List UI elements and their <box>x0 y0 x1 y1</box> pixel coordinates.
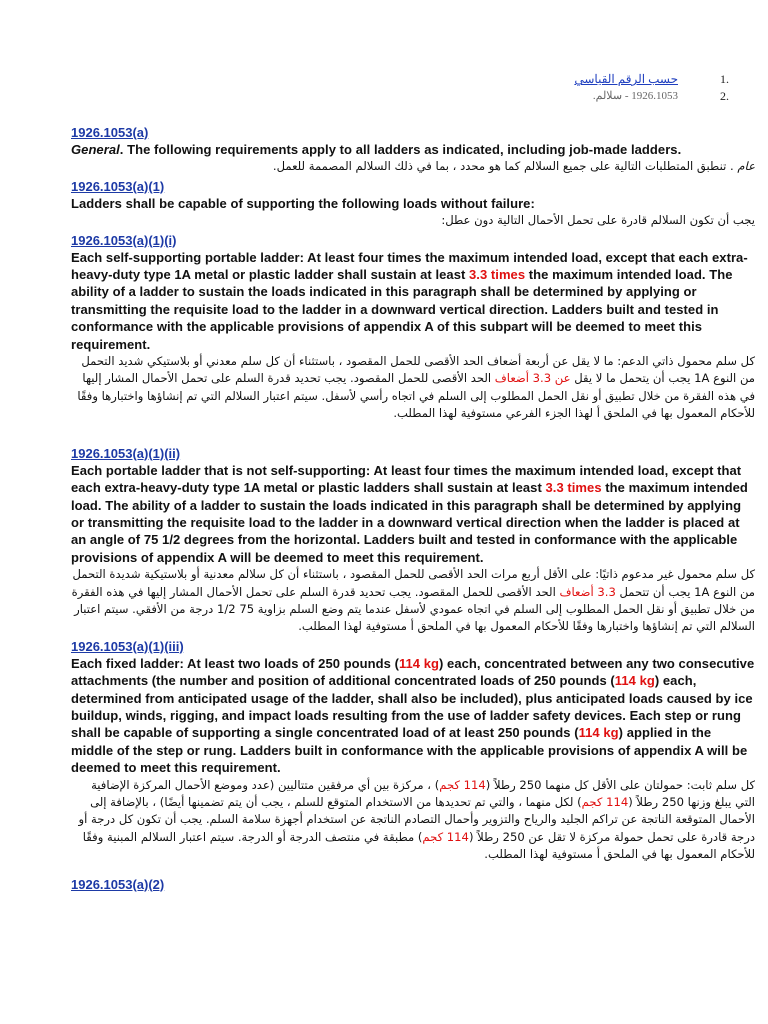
arabic-paragraph: كل سلم محمول غير مدعوم ذاتيًا: على الأقل أربع مرات الحد الأقصى للحمل المقصود ، باستثناء أن كل سلالم معدنية أو بلاستيكية شديدة التحمل من النوع 1A يجب أن تتحمل 3.3 أضعاف الحد الأقصى للحمل المقصود. يجب تحديد قدرة السلم على تحمل الأحمال المشار إليها في هذه الفقرة من خلال تطبيق أو نقل الحمل المطلوب إلى السلم في اتجاه عمودي لأسفل عندما يتم وضع السلم بزاوية 75 1/2 درجة من الأفقي. سيتم اعتبار السلالم التي تم إنشاؤها واختبارها وفقًا للأحكام المعمول بها في الملحق أ مستوفية لهذا المطلب. <box>71 567 755 634</box>
highlight-text: 114 kg <box>398 655 440 671</box>
highlight-text: عن 3.3 أضعاف <box>494 371 571 386</box>
arabic-paragraph: يجب أن تكون السلالم قادرة على تحمل الأحمال التالية دون عطل: <box>441 213 755 228</box>
highlight-text: 114 kg <box>578 725 619 741</box>
english-paragraph: General. The following requirements apply to all ladders as indicated, including job-made ladders. <box>71 142 682 157</box>
spacer <box>71 425 755 445</box>
highlight-text: 3.3 times <box>545 480 602 496</box>
english-paragraph: Each self-supporting portable ladder: At least four times the maximum intended load, except that each extra-heavy-duty type 1A metal or plastic ladder shall sustain at least 3.3 times the maximum intended load. The ability of a ladder to sustain the loads indicated in this paragraph shall be determined by applying or transmitting the requisite load to the ladder in a downward vertical direction. Ladders built and tested in conformance with the applicable provisions of appendix A of this subpart will be deemed to meet this requirement. <box>71 249 748 352</box>
section-link[interactable]: 1926.1053(a)(1)(ii) <box>71 445 181 461</box>
section-link[interactable]: 1926.1053(a) <box>71 125 149 140</box>
toc-item <box>560 89 750 106</box>
english-paragraph: Each fixed ladder: At least two loads of 250 pounds (114 kg) each, concentrated between any two consecutive attachments (the number and position of additional concentrated loads of 250 pounds (114 kg) each, determined from anticipated usage of the ladder, shall also be included), plus anticipated loads caused by ice buildup, winds, rigging, and impact loads resulting from the use of ladder safety devices. Each step or rung shall be capable of supporting a single concentrated load of at least 250 pounds (114 kg) applied in the middle of the step or rung. Ladders built in conformance with the applicable provisions of appendix A will be deemed to meet this requirement. <box>71 655 755 776</box>
spacer <box>71 866 755 876</box>
toc-number: 2. <box>720 89 729 103</box>
arabic-paragraph: كل سلم ثابت: حمولتان على الأقل كل منهما 250 رطلاً (114 كجم) ، مركزة بين أي مرفقين متتاليين (عدد وموضع الأحمال المركزة الإضافية التي يبلغ وزنها 250 رطلاً (114 كجم) لكل منهما ، والتي تم تحديدها من الاستخدام المتوقع للسلم ، يجب أن يتم تضمينها أيضًا) ، بالإضافة إلى الأحمال المتوقعة الناتجة عن تراكم الجليد والرياح والتزوير وأحمال التصادم الناتجة عن استخدام أجهزة سلامة السلم. يجب أن تكون كل درجة أو درجة قادرة على تحمل حمولة مركزة لا تقل عن 250 رطلاً (114 كجم) مطبقة في منتصف الدرجة أو الدرجة. سيتم اعتبار السلالم المبنية وفقًا للأحكام المعمول بها في الملحق أ مستوفية لهذا المطلب. <box>78 777 755 862</box>
toc-link[interactable]: حسب الرقم القياسي <box>574 72 678 86</box>
highlight-text: 114 كجم <box>581 795 629 809</box>
section-link[interactable]: 1926.1053(a)(1) <box>71 178 165 194</box>
english-paragraph: Ladders shall be capable of supporting the following loads without failure: <box>71 195 535 211</box>
highlight-text: 114 kg <box>614 673 655 689</box>
highlight-text: 114 كجم <box>439 777 486 792</box>
arabic-paragraph: كل سلم محمول ذاتي الدعم: ما لا يقل عن أربعة أضعاف الحد الأقصى للحمل المقصود ، باستثناء أن كل سلم معدني أو بلاستيكي شديد التحمل من النوع 1A يجب أن يتحمل ما لا يقل عن 3.3 أضعاف الحد الأقصى للحمل المقصود. يجب تحديد قدرة السلم على تحمل الأحمال المشار إليها في هذه الفقرة من خلال تطبيق أو نقل الحمل المطلوب إلى السلم في اتجاه رأسي لأسفل. سيتم اعتبار السلالم التي تم إنشاؤها واختبارها وفقًا للأحكام المعمول بها في الملحق أ لهذا الجزء الفرعي مستوفية لهذا المطلب. <box>77 354 755 421</box>
lead-term: عام <box>737 159 755 174</box>
highlight-text: 3.3 times <box>469 267 526 283</box>
document-body <box>71 124 755 893</box>
toc-text: 1926.1053 - سلالم. <box>592 90 678 102</box>
arabic-paragraph: عام . تنطبق المتطلبات التالية على جميع السلالم كما هو محدد ، بما في ذلك السلالم المصممة للعمل. <box>272 159 755 174</box>
highlight-text: 3.3 أضعاف <box>559 584 616 599</box>
section-link[interactable]: 1926.1053(a)(2) <box>71 876 165 892</box>
section-link[interactable]: 1926.1053(a)(1)(iii) <box>71 638 184 654</box>
toc-number: 1. <box>720 72 729 86</box>
table-of-contents <box>560 72 750 106</box>
toc-item[interactable] <box>560 72 750 89</box>
section-link[interactable]: 1926.1053(a)(1)(i) <box>71 232 177 248</box>
highlight-text: 114 كجم <box>422 829 469 844</box>
english-paragraph: Each portable ladder that is not self-supporting: At least four times the maximum intended load, except that each extra-heavy-duty type 1A metal or plastic ladders shall sustain at least 3.3 times the maximum intended load. The ability of a ladder to sustain the loads indicated in this paragraph shall be determined by applying or transmitting the requisite load to the ladder in a downward vertical direction when the ladder is placed at an angle of 75 1/2 degrees from the horizontal. Ladders built and tested in conformance with the applicable provisions of appendix A will be deemed to meet this requirement. <box>71 462 748 565</box>
lead-term: General <box>71 142 120 157</box>
